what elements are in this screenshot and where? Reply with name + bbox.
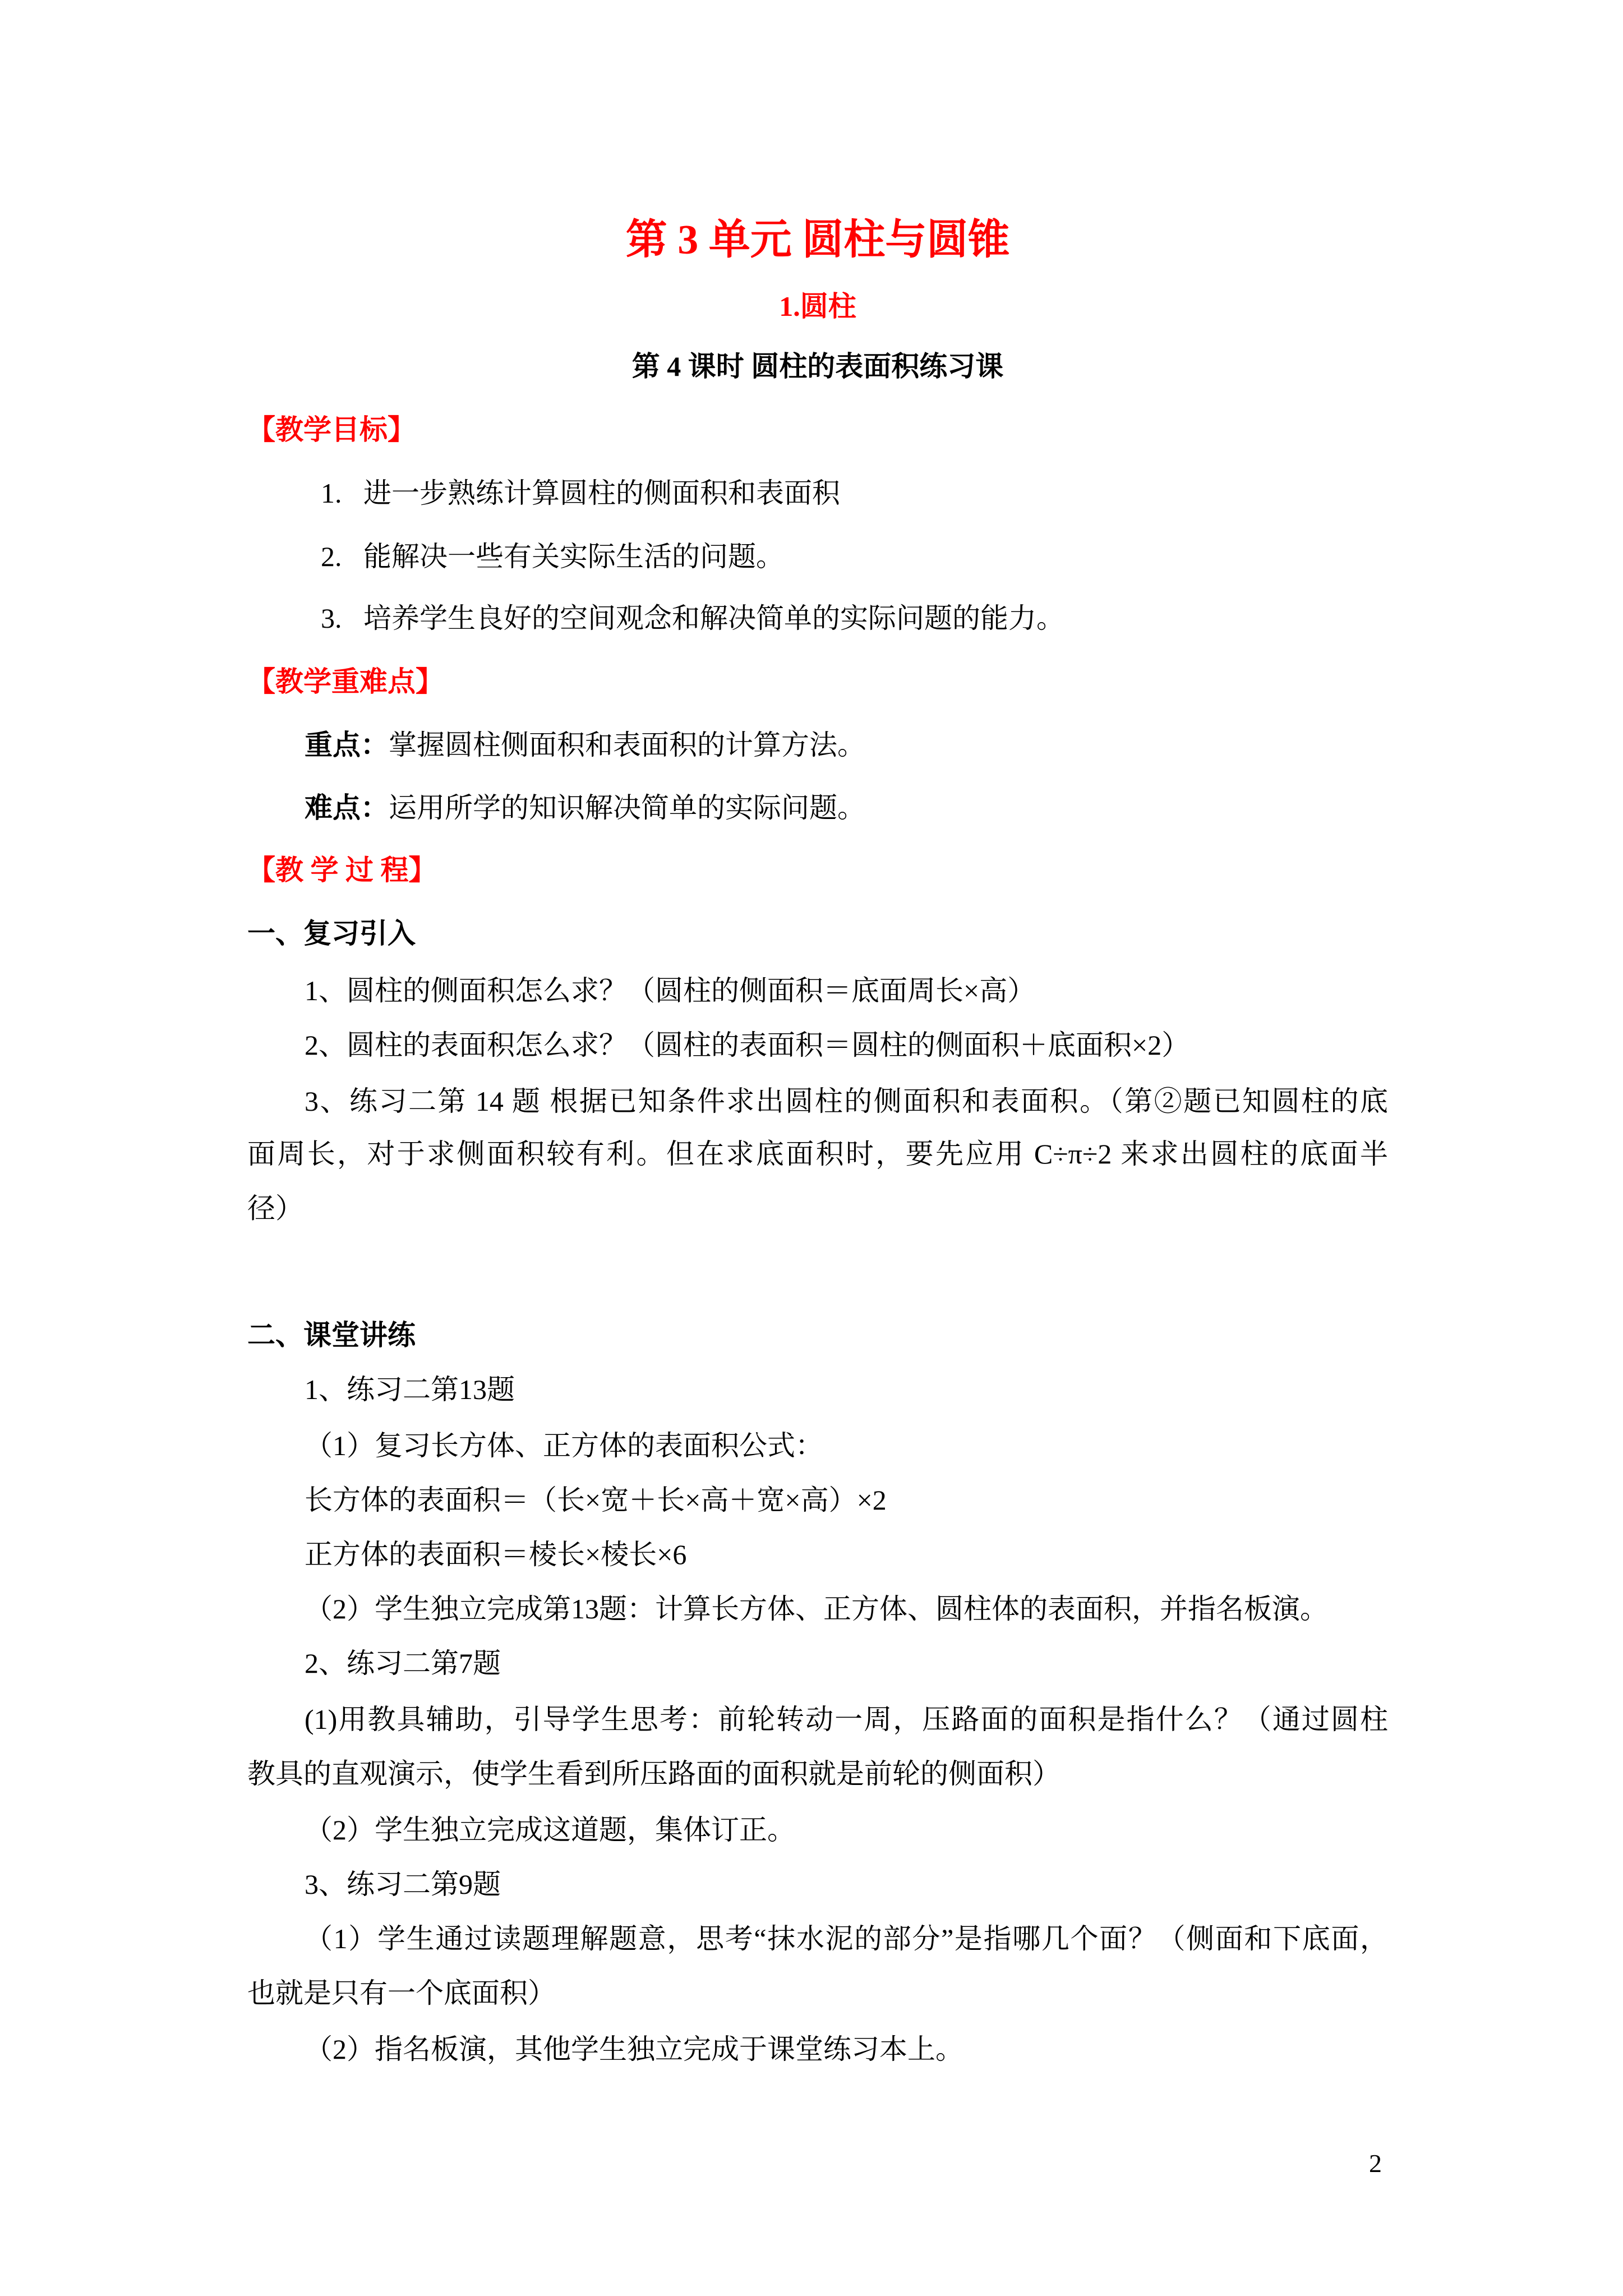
- key-point: [305, 717, 865, 773]
- formula-line: 长方体的表面积＝（长×宽＋长×高＋宽×高）×2: [305, 1484, 887, 1516]
- practice-line: （1）学生通过读题理解题意，思考“抹水泥的部分”是指哪几个面？（侧面和下底面，: [305, 1923, 1388, 1954]
- difficulty-point-label: 难点：: [305, 792, 389, 823]
- practice-line: 也就是只有一个底面积）: [247, 1977, 556, 2009]
- review-title: 一、复习引入: [247, 918, 416, 949]
- key-point-text: 掌握圆柱侧面积和表面积的计算方法。: [389, 729, 865, 761]
- objectives-heading: 【教学目标】: [247, 414, 416, 445]
- objective-number: 3.: [321, 602, 342, 634]
- practice-line: （1）复习长方体、正方体的表面积公式：: [305, 1430, 823, 1461]
- objective-item: [321, 528, 784, 585]
- process-heading: 【教 学 过 程】: [247, 854, 437, 886]
- practice-line: 3、练习二第9题: [305, 1869, 501, 1900]
- objective-number: 1.: [321, 477, 342, 509]
- practice-line: 1、练习二第13题: [305, 1374, 515, 1405]
- objective-text: 进一步熟练计算圆柱的侧面积和表面积: [363, 477, 840, 509]
- section-title: 1.圆柱: [779, 291, 856, 322]
- review-line: 3、练习二第 14 题 根据已知条件求出圆柱的侧面积和表面积。（第②题已知圆柱的底: [305, 1085, 1388, 1117]
- review-line: 径）: [247, 1193, 303, 1224]
- unit-title: 第 3 单元 圆柱与圆锥: [625, 217, 1010, 263]
- practice-line: （2）学生独立完成第13题：计算长方体、正方体、圆柱体的表面积，并指名板演。: [305, 1593, 1328, 1625]
- practice-line: 教具的直观演示，使学生看到所压路面的面积就是前轮的侧面积）: [247, 1758, 1061, 1789]
- practice-line: 2、练习二第7题: [305, 1648, 501, 1679]
- formula-line: 正方体的表面积＝棱长×棱长×6: [305, 1539, 687, 1570]
- difficulty-point-text: 运用所学的知识解决简单的实际问题。: [389, 792, 865, 823]
- objective-text: 培养学生良好的空间观念和解决简单的实际问题的能力。: [363, 602, 1064, 634]
- objective-item: [321, 465, 840, 521]
- objective-number: 2.: [321, 541, 342, 572]
- difficulty-point: [305, 780, 865, 836]
- objective-text: 能解决一些有关实际生活的问题。: [363, 541, 784, 572]
- page-number: 2: [1369, 2149, 1382, 2178]
- review-line: 面周长，对于求侧面积较有利。但在求底面积时，要先应用 C÷π÷2 来求出圆柱的底面半: [247, 1138, 1388, 1170]
- review-line: 2、圆柱的表面积怎么求？（圆柱的表面积＝圆柱的侧面积＋底面积×2）: [305, 1029, 1190, 1061]
- lesson-title: 第 4 课时 圆柱的表面积练习课: [631, 351, 1004, 382]
- review-line: 1、圆柱的侧面积怎么求？（圆柱的侧面积＝底面周长×高）: [305, 975, 1036, 1006]
- objective-item: [321, 590, 1064, 646]
- practice-line: （2）指名板演，其他学生独立完成于课堂练习本上。: [305, 2033, 963, 2065]
- key-points-heading: 【教学重难点】: [247, 666, 444, 697]
- key-point-label: 重点：: [305, 729, 389, 761]
- practice-title: 二、课堂讲练: [247, 1319, 416, 1351]
- practice-line: （2）学生独立完成这道题，集体订正。: [305, 1814, 795, 1846]
- practice-line: (1)用教具辅助，引导学生思考：前轮转动一周，压路面的面积是指什么？（通过圆柱: [305, 1704, 1388, 1735]
